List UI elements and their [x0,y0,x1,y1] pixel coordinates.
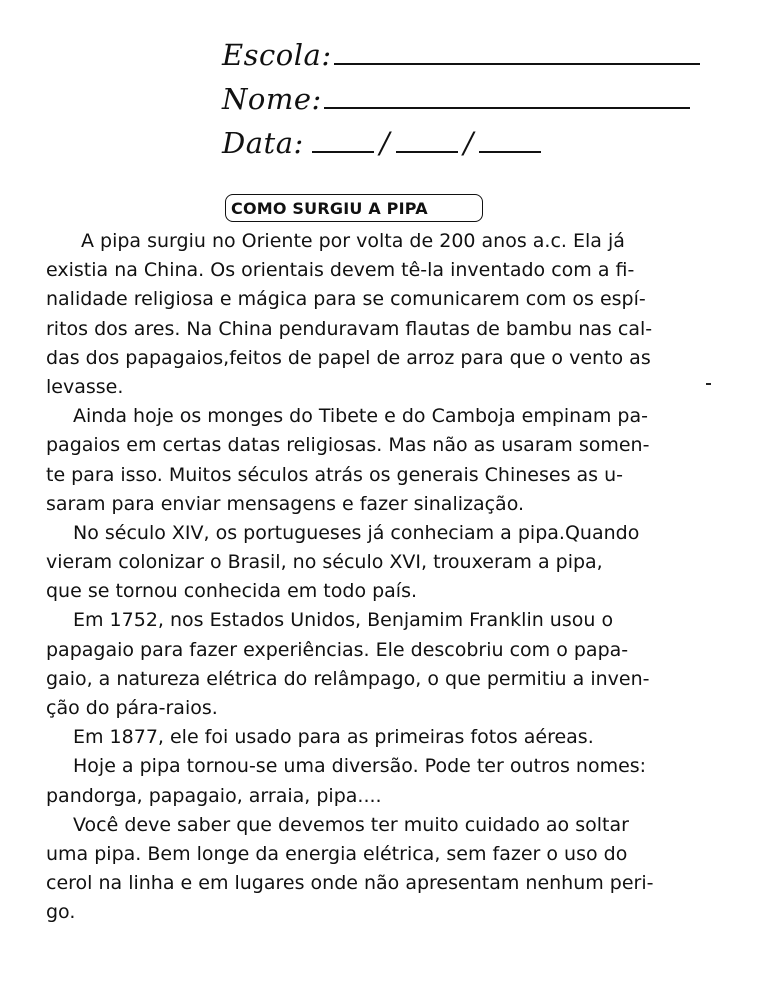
date-separator: / [463,126,474,160]
text-line: Ainda hoje os monges do Tibete e do Camboja empinam pa- [73,405,648,428]
title-box [225,194,483,222]
text-line: vieram colonizar o Brasil, no século XVI, trouxeram a pipa, [46,551,603,574]
date-label: Data: [222,126,304,160]
text-line: papagaio para fazer experiências. Ele descobriu com o papa- [46,638,629,661]
text-line: pagaios em certas datas religiosas. Mas não as usaram somen- [46,434,650,457]
text-line: Você deve saber que devemos ter muito cuidado ao soltar [73,813,629,836]
text-line: das dos papagaios,feitos de papel de arroz para que o vento as [46,346,651,369]
date-day-blank[interactable] [312,151,374,153]
text-line: Em 1752, nos Estados Unidos, Benjamim Franklin usou o [73,609,614,632]
school-label: Escola: [222,38,332,72]
date-field[interactable] [222,116,722,160]
text-line: ção do pára-raios. [46,697,218,719]
name-blank-line[interactable] [324,107,690,109]
article-text [46,227,736,928]
text-line: No século XIV, os portugueses já conheciam a pipa.Quando [73,521,640,544]
school-blank-line[interactable] [334,63,700,65]
text-line: que se tornou conhecida em todo país. [46,580,418,603]
text-line: ritos dos ares. Na China penduravam flautas de bambu nas cal- [46,317,653,340]
date-year-blank[interactable] [479,151,541,153]
stray-mark [706,383,711,385]
date-month-blank[interactable] [396,151,458,153]
text-line: go. [46,901,76,924]
text-line: levasse. [46,375,124,398]
text-line: Em 1877, ele foi usado para as primeiras fotos aéreas. [73,726,594,749]
text-line: saram para enviar mensagens e fazer sinalização. [46,492,525,515]
text-line: te para isso. Muitos séculos atrás os generais Chineses as u- [46,463,623,486]
name-field[interactable] [222,72,722,116]
text-line: uma pipa. Bem longe da energia elétrica, sem fazer o uso do [46,842,628,865]
text-line: Hoje a pipa tornou-se uma diversão. Pode ter outros nomes: [73,755,647,778]
text-line: A pipa surgiu no Oriente por volta de 200 anos a.c. Ela já [81,230,625,252]
school-field[interactable] [222,28,722,72]
header-fields [222,28,722,160]
name-label: Nome: [222,82,322,116]
date-separator: / [379,126,390,160]
text-line: nalidade religiosa e mágica para se comunicarem com os espí- [46,288,646,311]
page-title: COMO SURGIU A PIPA [231,198,428,218]
text-line: cerol na linha e em lugares onde não apresentam nenhum peri- [46,872,654,895]
text-line: gaio, a natureza elétrica do relâmpago, o que permitiu a inven- [46,667,650,690]
text-line: existia na China. Os orientais devem tê-la inventado com a fi- [46,259,635,282]
text-line: pandorga, papagaio, arraia, pipa.... [46,784,382,807]
